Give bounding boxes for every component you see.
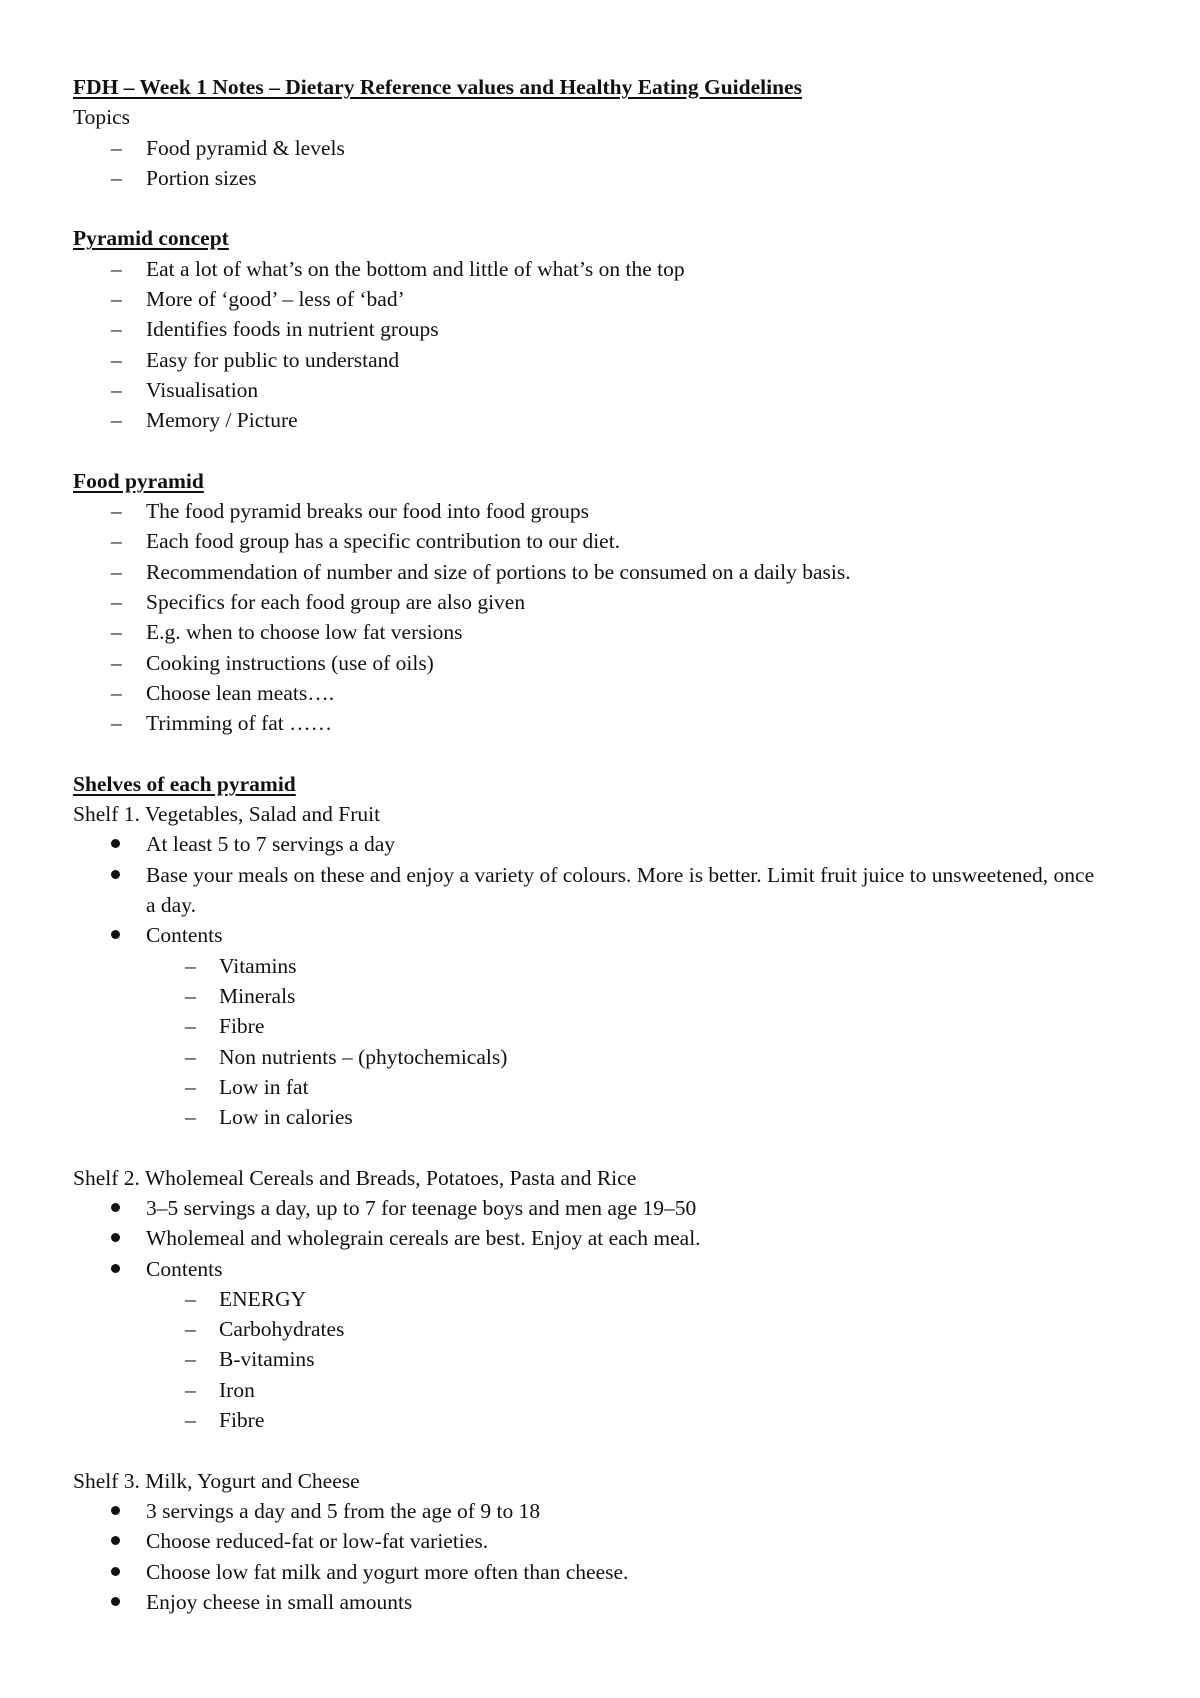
dash-marker: – (185, 953, 196, 978)
list-item: – Recommendation of number and size of portions to be consumed on a daily basis. (73, 557, 1133, 587)
list-item: – Memory / Picture (73, 405, 1133, 435)
list-item: – The food pyramid breaks our food into food groups (73, 496, 1133, 526)
dash-marker: – (185, 1317, 196, 1342)
bullet-marker (111, 1536, 120, 1545)
bullet-marker (111, 1203, 120, 1212)
document-title: FDH – Week 1 Notes – Dietary Reference values and Healthy Eating Guidelines (73, 75, 802, 99)
list-item: – More of ‘good’ – less of ‘bad’ (73, 284, 1133, 314)
dash-marker: – (111, 680, 122, 705)
dash-marker: – (111, 256, 122, 281)
section-heading-food-pyramid: Food pyramid (73, 468, 204, 493)
list-item: Choose low fat milk and yogurt more often than cheese. (73, 1557, 1133, 1587)
list-item: – Trimming of fat …… (73, 708, 1133, 738)
list-item: Choose reduced-fat or low-fat varieties. (73, 1526, 1133, 1556)
shelf-2-contents (73, 1284, 1133, 1435)
dash-marker: – (185, 1286, 196, 1311)
list-item: – Low in fat (73, 1072, 1133, 1102)
list-item: – Fibre (73, 1405, 1133, 1435)
list-item: – B-vitamins (73, 1344, 1133, 1374)
list-item: – Iron (73, 1375, 1133, 1405)
list-item: – Vitamins (73, 951, 1133, 981)
bullet-marker (111, 1567, 120, 1576)
topics-list (73, 133, 1133, 194)
list-item: – Food pyramid & levels (73, 133, 1133, 163)
dash-marker: – (185, 1014, 196, 1039)
dash-marker: – (111, 135, 122, 160)
dash-marker: – (185, 1377, 196, 1402)
list-item: – Non nutrients – (phytochemicals) (73, 1042, 1133, 1072)
dash-marker: – (111, 347, 122, 372)
food-pyramid-list (73, 496, 1133, 738)
dash-marker: – (111, 559, 122, 584)
dash-marker: – (111, 408, 122, 433)
dash-marker: – (185, 1408, 196, 1433)
pyramid-concept-list (73, 254, 1133, 436)
bullet-marker (111, 870, 120, 879)
dash-marker: – (111, 650, 122, 675)
list-item: Enjoy cheese in small amounts (73, 1587, 1133, 1617)
dash-marker: – (111, 317, 122, 342)
list-item: – Cooking instructions (use of oils) (73, 648, 1133, 678)
bullet-marker (111, 1264, 120, 1273)
dash-marker: – (185, 1105, 196, 1130)
list-item: – Each food group has a specific contribution to our diet. (73, 526, 1133, 556)
dash-marker: – (111, 529, 122, 554)
document-page (73, 72, 1133, 1617)
list-item: – Minerals (73, 981, 1133, 1011)
dash-marker: – (185, 1347, 196, 1372)
dash-marker: – (185, 1044, 196, 1069)
shelf-2-bullets (73, 1193, 1133, 1284)
dash-marker: – (111, 711, 122, 736)
bullet-marker (111, 1233, 120, 1242)
section-heading-shelves: Shelves of each pyramid (73, 771, 296, 796)
list-item: – Low in calories (73, 1102, 1133, 1132)
dash-marker: – (185, 1074, 196, 1099)
list-item: – Carbohydrates (73, 1314, 1133, 1344)
dash-marker: – (111, 499, 122, 524)
dash-marker: – (111, 620, 122, 645)
shelf-3-bullets (73, 1496, 1133, 1617)
list-item: – Identifies foods in nutrient groups (73, 314, 1133, 344)
dash-marker: – (111, 377, 122, 402)
list-item: – E.g. when to choose low fat versions (73, 617, 1133, 647)
dash-marker: – (185, 983, 196, 1008)
list-item: Base your meals on these and enjoy a variety of colours. More is better. Limit fruit juice to unsweetened, once a day. (73, 860, 1106, 921)
shelf-2-title: Shelf 2. Wholemeal Cereals and Breads, Potatoes, Pasta and Rice (73, 1165, 637, 1190)
bullet-marker (111, 839, 120, 848)
list-item: 3 servings a day and 5 from the age of 9 to 18 (73, 1496, 1133, 1526)
dash-marker: – (111, 287, 122, 312)
list-item: Contents (73, 920, 1133, 950)
list-item: Wholemeal and wholegrain cereals are best. Enjoy at each meal. (73, 1223, 1133, 1253)
bullet-marker (111, 930, 120, 939)
dash-marker: – (111, 165, 122, 190)
section-heading-pyramid-concept: Pyramid concept (73, 226, 229, 251)
list-item: – Visualisation (73, 375, 1133, 405)
list-item: At least 5 to 7 servings a day (73, 829, 1133, 859)
dash-marker: – (111, 590, 122, 615)
list-item: – Eat a lot of what’s on the bottom and little of what’s on the top (73, 254, 1133, 284)
list-item: – Fibre (73, 1011, 1133, 1041)
bullet-marker (111, 1597, 120, 1606)
shelf-1-bullets (73, 829, 1133, 950)
shelf-1-title: Shelf 1. Vegetables, Salad and Fruit (73, 802, 381, 827)
bullet-marker (111, 1506, 120, 1515)
list-item: – Easy for public to understand (73, 345, 1133, 375)
list-item: Contents (73, 1254, 1133, 1284)
shelf-3-title: Shelf 3. Milk, Yogurt and Cheese (73, 1468, 360, 1493)
list-item: – Portion sizes (73, 163, 1133, 193)
shelf-1-contents (73, 951, 1133, 1133)
list-item: 3–5 servings a day, up to 7 for teenage boys and men age 19–50 (73, 1193, 1133, 1223)
topics-label: Topics (73, 105, 131, 130)
list-item: – Specifics for each food group are also given (73, 587, 1133, 617)
list-item: – Choose lean meats…. (73, 678, 1133, 708)
list-item: – ENERGY (73, 1284, 1133, 1314)
